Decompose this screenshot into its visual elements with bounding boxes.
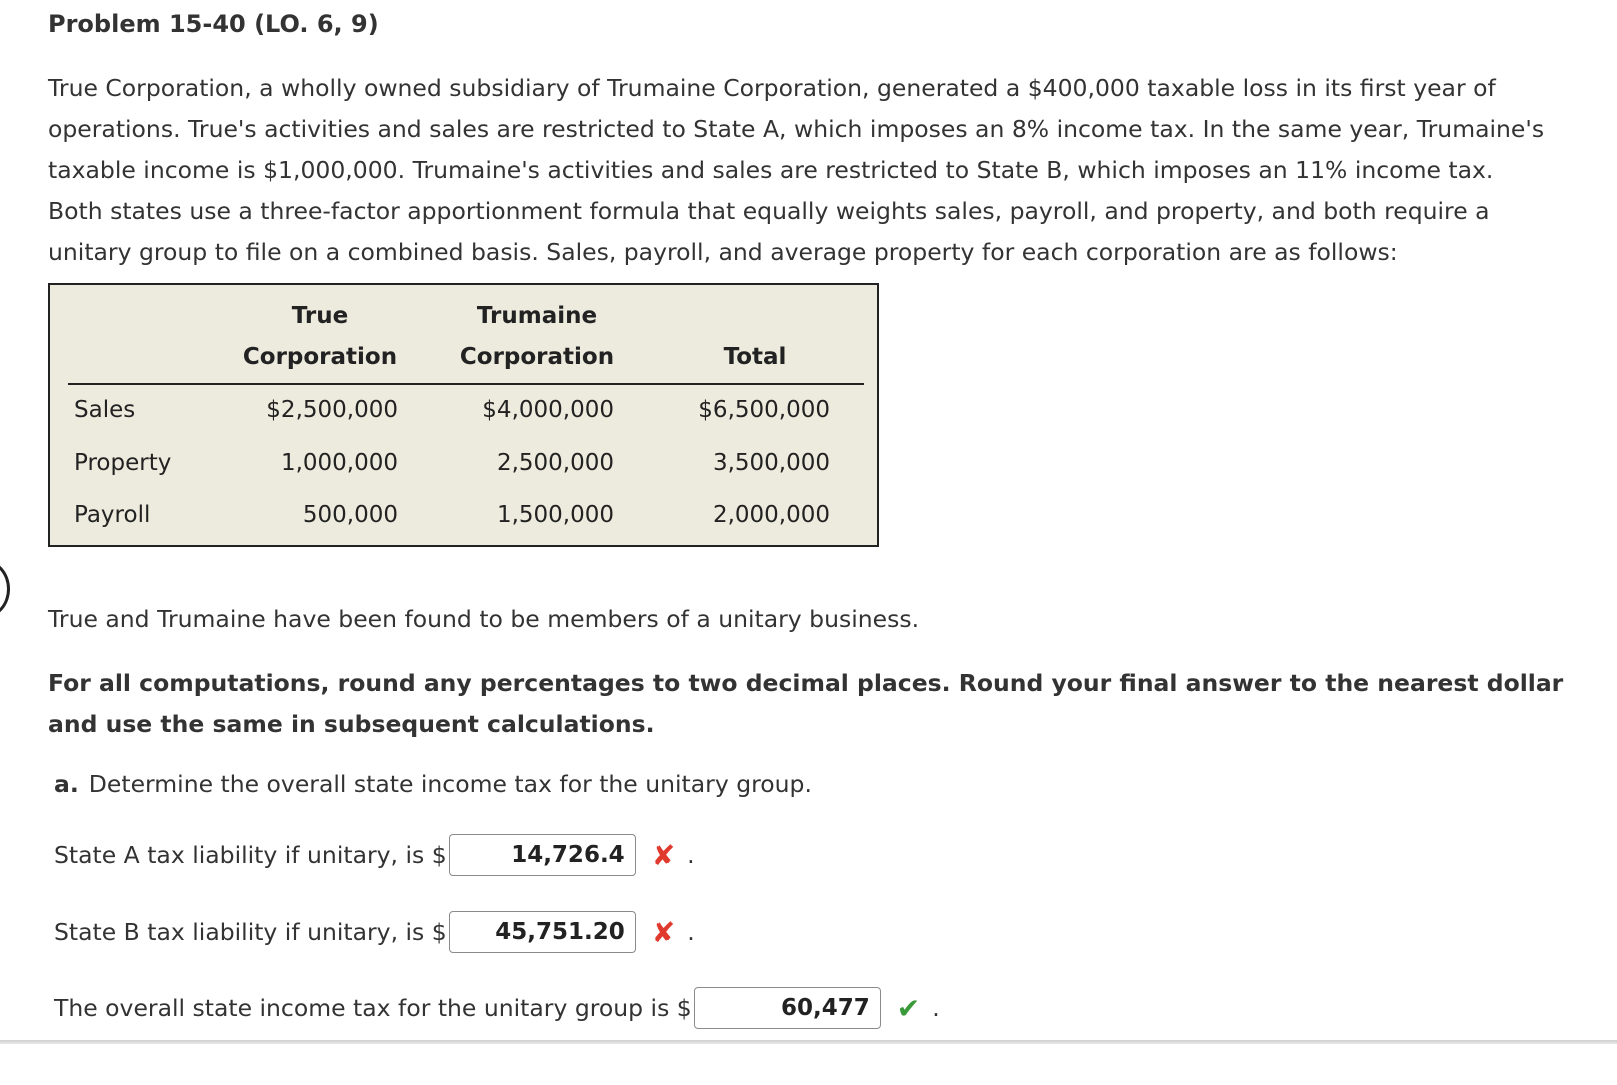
overall-tax-input[interactable]	[694, 987, 881, 1029]
header-divider	[68, 383, 864, 385]
intro-line: taxable income is $1,000,000. Trumaine's activities and sales are restricted to State B, which imposes an 11% income tax.	[48, 156, 1494, 184]
rounding-instructions	[48, 663, 1588, 745]
header-trumaine-line1: Trumaine	[476, 303, 598, 329]
cell-true-property: 1,000,000	[280, 450, 398, 476]
sentence-period: .	[687, 918, 695, 946]
overall-tax-label: The overall state income tax for the unitary group is $	[54, 994, 692, 1022]
state-a-label: State A tax liability if unitary, is $	[54, 841, 447, 869]
sentence-period: .	[687, 841, 695, 869]
cell-trumaine-sales: $4,000,000	[482, 397, 614, 423]
row-label-payroll: Payroll	[74, 502, 151, 528]
instruction-line: For all computations, round any percentages to two decimal places. Round your final answer to the nearest dollar	[48, 669, 1564, 697]
cell-true-payroll: 500,000	[302, 502, 398, 528]
state-a-input[interactable]	[449, 834, 636, 876]
problem-title: Problem 15-40 (LO. 6, 9)	[48, 10, 379, 38]
header-true-line1: True	[291, 303, 349, 329]
instruction-line: and use the same in subsequent calculations.	[48, 710, 655, 738]
part-a-text: Determine the overall state income tax for the unitary group.	[88, 770, 812, 798]
incorrect-x-icon: ✘	[651, 838, 676, 872]
cell-true-sales: $2,500,000	[266, 397, 398, 423]
correct-check-icon: ✔	[896, 991, 921, 1025]
intro-line: Both states use a three-factor apportionment formula that equally weights sales, payroll, and property, and both require a	[48, 197, 1490, 225]
bottom-edge-bar	[0, 1040, 1617, 1044]
problem-intro	[48, 68, 1568, 273]
state-b-answer-row	[54, 910, 695, 954]
part-a-question	[54, 770, 812, 798]
corporation-data-table	[48, 283, 879, 547]
header-trumaine-line2: Corporation	[459, 344, 615, 370]
state-b-label: State B tax liability if unitary, is $	[54, 918, 447, 946]
cell-total-sales: $6,500,000	[698, 397, 830, 423]
sentence-period: .	[932, 994, 940, 1022]
incorrect-x-icon: ✘	[651, 915, 676, 949]
state-a-answer-row	[54, 833, 695, 877]
cell-trumaine-property: 2,500,000	[496, 450, 614, 476]
row-label-sales: Sales	[74, 397, 136, 423]
cell-trumaine-payroll: 1,500,000	[496, 502, 614, 528]
row-label-property: Property	[74, 450, 172, 476]
state-b-input[interactable]	[449, 911, 636, 953]
cell-total-payroll: 2,000,000	[712, 502, 830, 528]
cell-total-property: 3,500,000	[712, 450, 830, 476]
intro-line: unitary group to file on a combined basis. Sales, payroll, and average property for each corporation are as follows:	[48, 238, 1398, 266]
intro-line: operations. True's activities and sales are restricted to State A, which imposes an 8% income tax. In the same year, Trumaine's	[48, 115, 1545, 143]
intro-line: True Corporation, a wholly owned subsidiary of Trumaine Corporation, generated a $400,000 taxable loss in its first year of	[48, 74, 1496, 102]
partial-circle-decoration	[0, 560, 10, 618]
overall-tax-answer-row	[54, 986, 940, 1030]
header-total: Total	[723, 344, 787, 370]
header-true-line2: Corporation	[242, 344, 398, 370]
part-a-letter: a.	[54, 770, 79, 798]
unitary-statement: True and Trumaine have been found to be members of a unitary business.	[48, 605, 920, 633]
